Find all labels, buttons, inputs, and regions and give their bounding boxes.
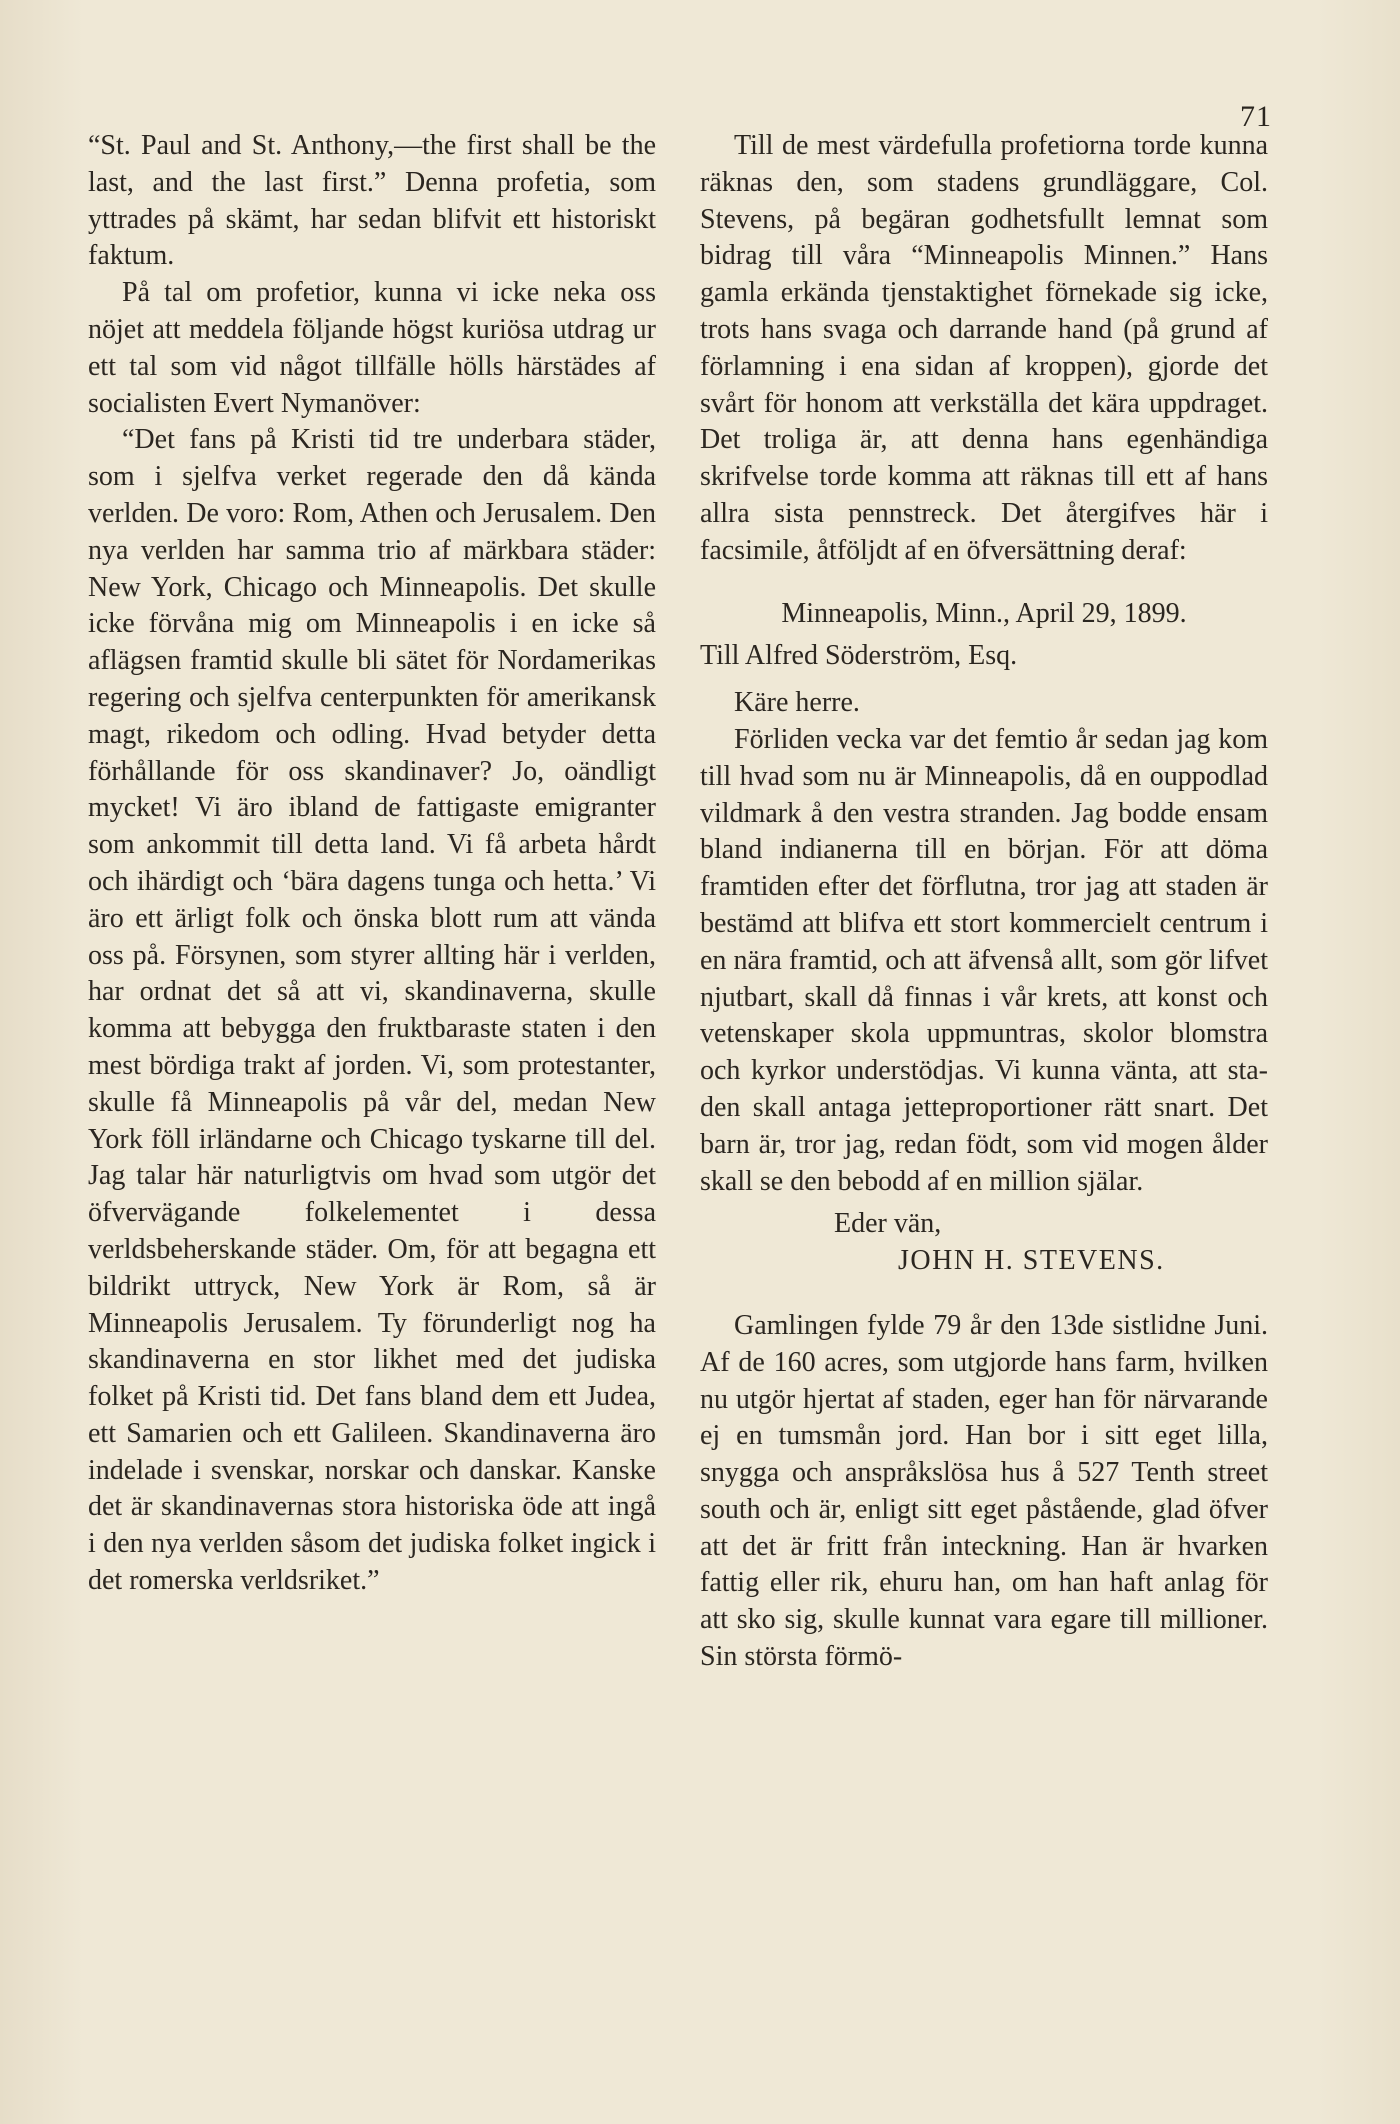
paragraph-prophecy: “St. Paul and St. Anthony,—the first shall be the last, and the last first.” Denna profetia, som yttrades på skämt, har sedan blifvit ett historiskt faktum. <box>88 130 656 272</box>
letter-address: Till Alfred Söderström, Esq. <box>700 640 1018 672</box>
letter-body: Förliden vecka var det femtio år sedan jag kom till hvad som nu är Minneapolis, då en ouppodlad vildmark å den vestra stranden. Jag bodde ensam bland indianerna till en början. För att döma framtiden efter det förflutna, tror jag att staden är bestämd att blifva ett stort kommercielt centrum i en nära framtid, och att äfvenså allt, som gör lifvet njutbart, skall då finnas i vår krets, att konst och vetenskaper skola uppmuntras, skolor blomstra och kyrkor understödjas. Vi kunna vänta, att staden skall antaga jetteproportioner rätt snart. Det barn är, tror jag, redan födt, som vid mogen ålder skall se den bebodd af en million själar. <box>700 723 1268 1197</box>
page-number: 71 <box>1240 100 1272 133</box>
letter-dateline: Minneapolis, Minn., April 29, 1899. <box>781 597 1187 629</box>
letter-signature: JOHN H. STEVENS. <box>898 1245 1165 1277</box>
right-column <box>700 128 1268 1676</box>
letter-closing: Eder vän, <box>834 1208 942 1240</box>
paragraph-speech-quote: “Det fans på Kristi tid tre underbara städer, som i sjelfva verket regerade den då kända verlden. De voro: Rom, Athen och Jerusalem. Den nya verlden har samma trio af märkbara städer: New York, Chicago och Minneapolis. Det skulle icke förvåna mig om Minneapolis i en icke så aflägsen framtid skulle bli sätet för Nordamerikas regering och sjelfva centerpunkten för amerikansk magt, rikedom och odling. Hvad betyder detta förhållande för oss skandinaver? Jo, oändligt mycket! Vi äro ibland de fattigaste emigranter som ankommit till detta land. Vi få arbeta hårdt och ihärdigt och ‘bära dagens tunga och hetta.’ Vi äro ett ärligt folk och önska blott rum att vända oss på. Försynen, som styrer allting här i verlden, har ordnat det så att vi, skandinaverna, skulle komma att bebygga den fruktbaraste staten i den mest bördiga trakt af jorden. Vi, som protestanter, skulle få Minneapolis på vår del, medan New York föll irländarne och Chicago tyskarne till del. Jag talar här naturligtvis om hvad som utgör det öfvervägande folkelementet i dessa verldsbeherskande städer. Om, för att begagna ett bildrikt uttryck, New York är Rom, så är Minneapolis Jerusalem. Ty förunderligt nog ha skandinaverna en stor likhet med det judiska folket på Kristi tid. Det fans bland dem ett Judea, ett Samarien och ett Galileen. Skandinaverna äro indelade i svenskar, norskar och danskar. Kanske det är skandinavernas stora historiska öde att ingå i den nya verlden såsom det judiska folket ingick i det romerska verldsriket.” <box>88 424 656 1597</box>
paragraph-speech-intro: På tal om profetior, kunna vi icke neka oss nöjet att meddela följande högst kuriösa utdrag ur ett tal som vid något tillfälle hölls härstädes af socialisten Evert Nymanöver: <box>88 277 656 419</box>
left-column <box>88 128 656 1600</box>
paragraph-stevens-intro: Till de mest värdefulla profetiorna torde kunna räknas den, som stadens grundläggare, Col. Stevens, på begäran godhetsfullt lemnat som bidrag till våra “Minneapolis Minnen.” Hans gamla erkända tjenstaktighet förnekade sig icke, trots hans svaga och darrande hand (på grund af förlamning i ena sidan af kroppen), gjorde det svårt för honom att verkställa det kära uppdraget. Det troliga är, att denna hans egenhändiga skrifvelse torde komma att räknas till ett af hans allra sista pennstreck. Det återgifves här i facsimile, åtföljdt af en öfversättning deraf: <box>700 130 1268 566</box>
letter-salutation: Käre herre. <box>734 687 860 719</box>
paragraph-stevens-after: Gamlingen fylde 79 år den 13de sistlidne Juni. Af de 160 acres, som utgjorde hans farm, hvilken nu utgör hjertat af staden, eger han för närvarande ej en tumsmån jord. Han bor i sitt eget lilla, snygga och anspråkslösa hus å 527 Tenth street south och är, enligt sitt eget påstående, glad öfver att det är fritt från inteckning. Han är hvarken fattig eller rik, ehuru han, om han haft anlag för att sko sig, skulle kunnat vara egare till millioner. Sin största förmö- <box>700 1309 1268 1673</box>
